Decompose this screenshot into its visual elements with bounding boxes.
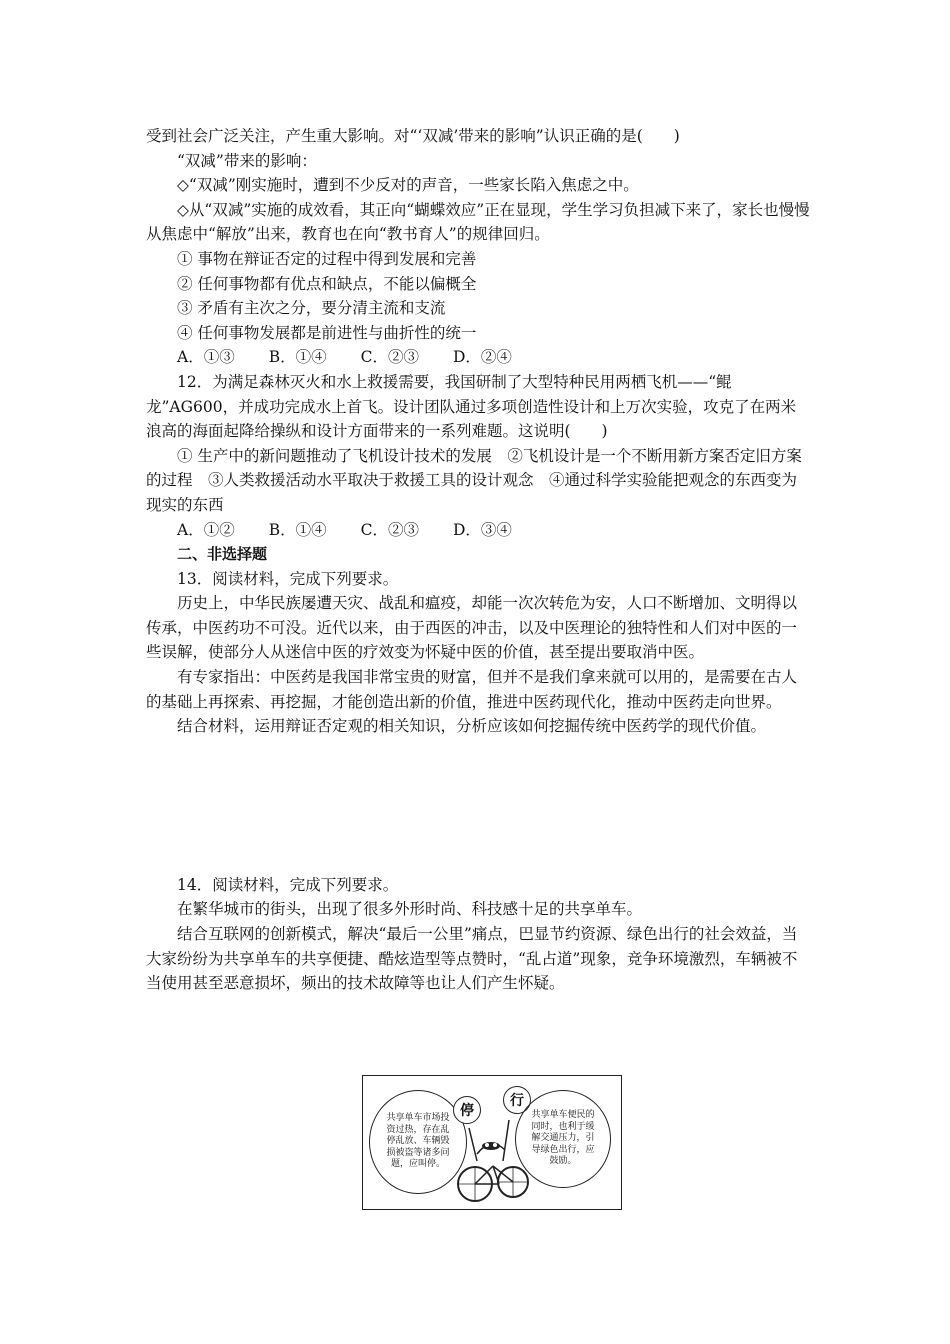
q11-box-item-2: ◇从“双减”实施的成效看，其正向“蝴蝶效应”正在显现，学生学习负担减下来了，家长也慢慢从焦虑中“解放”出来，教育也在向“教书育人”的规律回归。 <box>146 200 810 244</box>
q11-option-d: D．②④ <box>452 348 512 367</box>
q13-task: 结合材料，运用辩证否定观的相关知识，分析应该如何挖掘传统中医药学的现代价值。 <box>177 717 767 736</box>
q12-statements: ① 生产中的新问题推动了飞机设计技术的发展 ②飞机设计是一个不断用新方案否定旧方案的过程 ③人类救援活动水平取决于救援工具的设计观念 ④通过科学实验能把观念的东西变为现实的东西 <box>146 446 802 514</box>
q11-option-a: A．①③ <box>177 348 235 367</box>
q11-statement-1: ① 事物在辩证否定的过程中得到发展和完善 <box>177 249 477 268</box>
stop-sign: 停 <box>453 1096 481 1124</box>
q14-material-2: 结合互联网的创新模式，解决“最后一公里”痛点，巴显节约资源、绿色出行的社会效益，当大家纷纷为共享单车的共享便捷、酷炫造型等点赞时，“乱占道”现象，竞争环境激烈，车辆被不当使用甚至恶意损坏，频出的技术故障等也让人们产生怀疑。 <box>146 925 798 993</box>
cartoon-figure <box>362 1075 622 1210</box>
q11-option-b: B．①④ <box>268 348 327 367</box>
left-bubble-text: 共享单车市场投资过热，存在乱停乱放、车辆毁损被盗等诸多问题，应叫停。 <box>386 1113 450 1170</box>
q13-material-2: 有专家指出：中医药是我国非常宝贵的财富，但并不是我们拿来就可以用的，是需要在古人的基础上再探索、再挖掘，才能创造出新的价值，推进中医药现代化，推动中医药走向世界。 <box>146 668 798 711</box>
section-title: 二、非选择题 <box>177 545 268 564</box>
q11-box-title: “双减”带来的影响： <box>177 151 317 170</box>
q12-options <box>146 518 810 543</box>
q13-stem: 13．阅读材料，完成下列要求。 <box>177 569 399 588</box>
q12-option-c: C．②③ <box>360 520 419 539</box>
q11-statement-2: ② 任何事物都有优点和缺点，不能以偏概全 <box>177 274 477 293</box>
document-body <box>146 124 810 996</box>
answer-space <box>146 739 810 873</box>
q11-statement-4: ④ 任何事物发展都是前进性与曲折性的统一 <box>177 323 477 342</box>
q14-material-1: 在繁华城市的街头，出现了很多外形时尚、科技感十足的共享单车。 <box>177 900 643 919</box>
right-speech-bubble <box>515 1090 611 1188</box>
q12-stem: 12．为满足森林灭火和水上救援需要，我国研制了大型特种民用两栖飞机——“鲲龙”AG600，并成功完成水上首飞。设计团队通过多项创造性设计和上万次实验，攻克了在两米浪高的海面起降给操纵和设计方面带来的一系列难题。这说明( ) <box>146 372 797 441</box>
q14-stem: 14．阅读材料，完成下列要求。 <box>177 875 399 894</box>
right-bubble-text: 共享单车便民的同时，也利于缓解交通压力，引导绿色出行，应鼓励。 <box>531 1110 595 1167</box>
q12-option-d: D．③④ <box>452 520 512 539</box>
go-sign: 行 <box>503 1086 531 1114</box>
q12-option-a: A．①② <box>177 520 235 539</box>
q11-options <box>146 345 810 370</box>
q11-box-item-1: ◇“双减”刚实施时，遭到不少反对的声音，一些家长陷入焦虑之中。 <box>177 176 639 195</box>
q11-option-c: C．②③ <box>360 348 419 367</box>
q12-option-b: B．①④ <box>268 520 327 539</box>
q11-statement-3: ③ 矛盾有主次之分，要分清主流和支流 <box>177 299 446 318</box>
q13-material-1: 历史上，中华民族屡遭天灾、战乱和瘟疫，却能一次次转危为安，人口不断增加、文明得以传承，中医药功不可没。近代以来，由于西医的冲击，以及中医理论的独特性和人们对中医的一些误解，使部分人从迷信中医的疗效变为怀疑中医的价值，甚至提出要取消中医。 <box>146 594 798 662</box>
q11-continuation: 受到社会广泛关注，产生重大影响。对“‘双减’带来的影响”认识正确的是( ) <box>146 127 680 145</box>
